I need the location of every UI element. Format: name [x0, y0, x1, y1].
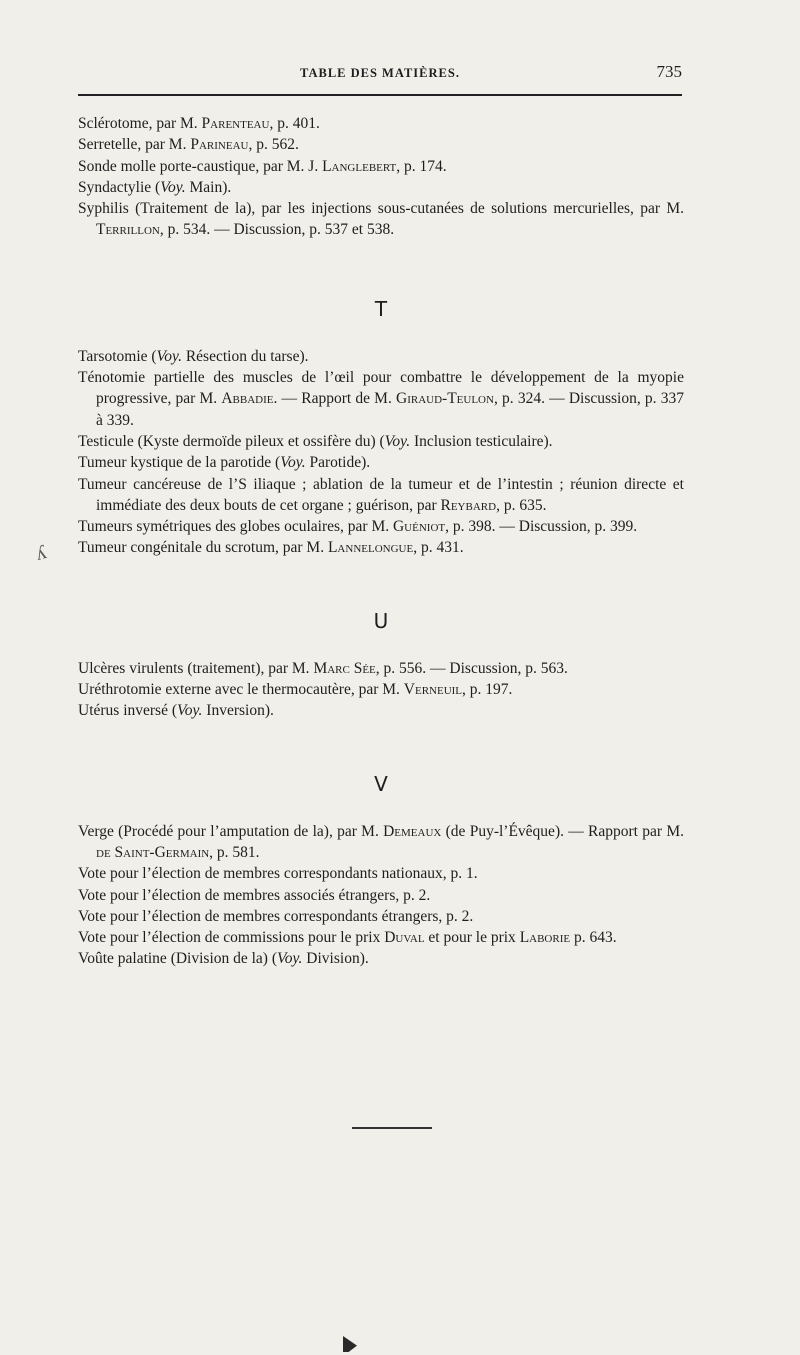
- cross-reference: Voy.: [280, 454, 306, 472]
- entry-text: , p. 562.: [248, 136, 299, 154]
- author-name: Reybard: [440, 496, 497, 514]
- header-rule: [78, 94, 682, 96]
- entry-text: Sonde molle porte-caustique, par M. J.: [78, 157, 323, 175]
- entry-text: Inversion).: [202, 702, 274, 720]
- entry-text: , p. 431.: [413, 539, 464, 557]
- entry-text: Tumeur congénitale du scrotum, par M.: [78, 539, 328, 557]
- index-entry: [78, 906, 684, 927]
- index-entry: [78, 474, 684, 517]
- entry-text: Utérus inversé (: [78, 702, 177, 720]
- section-letter: U: [373, 608, 389, 633]
- section-letter: T: [374, 296, 388, 321]
- cross-reference: Voy.: [177, 702, 203, 720]
- margin-pencil-mark: ʎ: [33, 541, 49, 565]
- index-entry: [78, 113, 684, 134]
- index-entry: [78, 452, 684, 473]
- index-entry: [78, 700, 684, 721]
- index-entry: [78, 679, 684, 700]
- entry-text: Inclusion testiculaire).: [410, 432, 553, 450]
- cross-reference: Voy.: [156, 347, 182, 365]
- entry-text: . — Rapport de M.: [273, 390, 397, 408]
- index-entry: [78, 156, 684, 177]
- entry-text: Vote pour l’élection de membres associés étrangers, p. 2.: [78, 886, 431, 904]
- entry-text: Tarsotomie (: [78, 347, 157, 365]
- entry-text: , p. 534. — Discussion, p. 537 et 538.: [159, 221, 395, 239]
- entry-text: Verge (Procédé pour l’amputation de la), par M.: [78, 822, 384, 840]
- entry-text: , p. 398. — Discussion, p. 399.: [445, 518, 638, 536]
- entry-text: Ténotomie partielle des muscles de l’œil pour combattre le développement de la myopie progressive, par M.: [78, 369, 684, 408]
- author-name: Parenteau: [201, 115, 270, 132]
- index-entry: [78, 863, 684, 884]
- entry-text: , p. 581.: [209, 843, 260, 861]
- entry-text: Sclérotome, par M.: [78, 115, 202, 132]
- entry-text: p. 643.: [570, 929, 617, 947]
- index-entry: [78, 885, 684, 906]
- author-name: Marc Sée: [313, 659, 376, 677]
- entry-text: Ulcères virulents (traitement), par M.: [78, 659, 314, 677]
- entry-text: , p. 174.: [396, 157, 447, 175]
- cross-reference: Voy.: [277, 950, 303, 968]
- entry-text: Testicule (Kyste dermoïde pileux et ossifère du) (: [78, 432, 385, 450]
- entry-text: Tumeurs symétriques des globes oculaires, par M.: [78, 518, 393, 536]
- index-entry: [78, 927, 684, 948]
- entry-text: , p. 401.: [269, 115, 320, 132]
- author-name: Duval: [384, 929, 425, 947]
- end-rule: [352, 1127, 432, 1129]
- author-name: Terrillon: [96, 221, 160, 239]
- entry-text: Serretelle, par M.: [78, 136, 191, 154]
- index-entry: [78, 658, 684, 679]
- section-letter: V: [374, 771, 388, 796]
- entry-text: Main).: [185, 178, 232, 196]
- page-corner-mark: [343, 1336, 357, 1352]
- cross-reference: Voy.: [384, 432, 411, 450]
- entry-text: , p. 635.: [496, 496, 547, 514]
- entry-text: , p. 324. — Discussion, p. 337 à 339.: [96, 390, 684, 429]
- entry-text: et pour le prix: [424, 929, 520, 947]
- index-content: [78, 113, 684, 970]
- entry-text: Vote pour l’élection de membres correspondants nationaux, p. 1.: [78, 865, 478, 883]
- entry-text: Résection du tarse).: [181, 347, 309, 365]
- author-name: Parineau: [190, 136, 249, 154]
- author-name: Guéniot: [392, 518, 446, 536]
- cross-reference: Voy.: [160, 178, 186, 196]
- entry-text: Vote pour l’élection de membres correspondants étrangers, p. 2.: [78, 907, 474, 925]
- entry-text: Tumeur kystique de la parotide (: [78, 454, 281, 472]
- index-entry: [78, 367, 684, 431]
- author-name: Abbadie: [221, 390, 274, 408]
- author-name: Laborie: [519, 929, 571, 947]
- index-entry: [78, 821, 684, 864]
- index-entry: [78, 948, 684, 969]
- entry-text: Vote pour l’élection de commissions pour le prix: [78, 929, 385, 947]
- index-section: [78, 771, 684, 970]
- author-name: Giraud-Teulon: [396, 390, 494, 408]
- index-entry: [78, 516, 684, 537]
- index-section: [78, 296, 684, 559]
- index-section: [78, 608, 684, 722]
- entry-text: Voûte palatine (Division de la) (: [78, 950, 278, 968]
- entry-text: (de Puy-l’Évêque). — Rapport par M.: [441, 822, 684, 840]
- entry-text: Tumeur cancéreuse de l’S iliaque ; ablation de la tumeur et de l’intestin ; réunion directe et immédiate des deux bouts de cet organe ; guérison, par: [78, 475, 684, 514]
- entry-text: Syndactylie (: [78, 178, 161, 196]
- index-entry: [78, 177, 684, 198]
- running-head: [78, 62, 682, 84]
- index-entry: [78, 537, 684, 558]
- running-title: TABLE DES MATIÈRES.: [300, 66, 460, 80]
- index-entry: [78, 431, 684, 452]
- entry-text: Parotide).: [305, 454, 371, 472]
- index-entry: [78, 134, 684, 155]
- author-name: Lannelongue: [327, 539, 414, 557]
- author-name: de Saint-Germain: [96, 843, 210, 861]
- entry-text: Syphilis (Traitement de la), par les injections sous-cutanées de solutions mercurielles, par M.: [78, 200, 684, 218]
- index-entry: [78, 346, 684, 367]
- author-name: Langlebert: [322, 157, 397, 175]
- page-number: 735: [656, 62, 682, 81]
- index-section: [78, 113, 684, 241]
- author-name: Verneuil: [403, 681, 463, 699]
- entry-text: Division).: [302, 950, 369, 968]
- entry-text: , p. 197.: [462, 681, 513, 699]
- entry-text: , p. 556. — Discussion, p. 563.: [375, 659, 568, 677]
- index-entry: [78, 198, 684, 241]
- author-name: Demeaux: [383, 822, 442, 840]
- entry-text: Uréthrotomie externe avec le thermocautère, par M.: [78, 681, 404, 699]
